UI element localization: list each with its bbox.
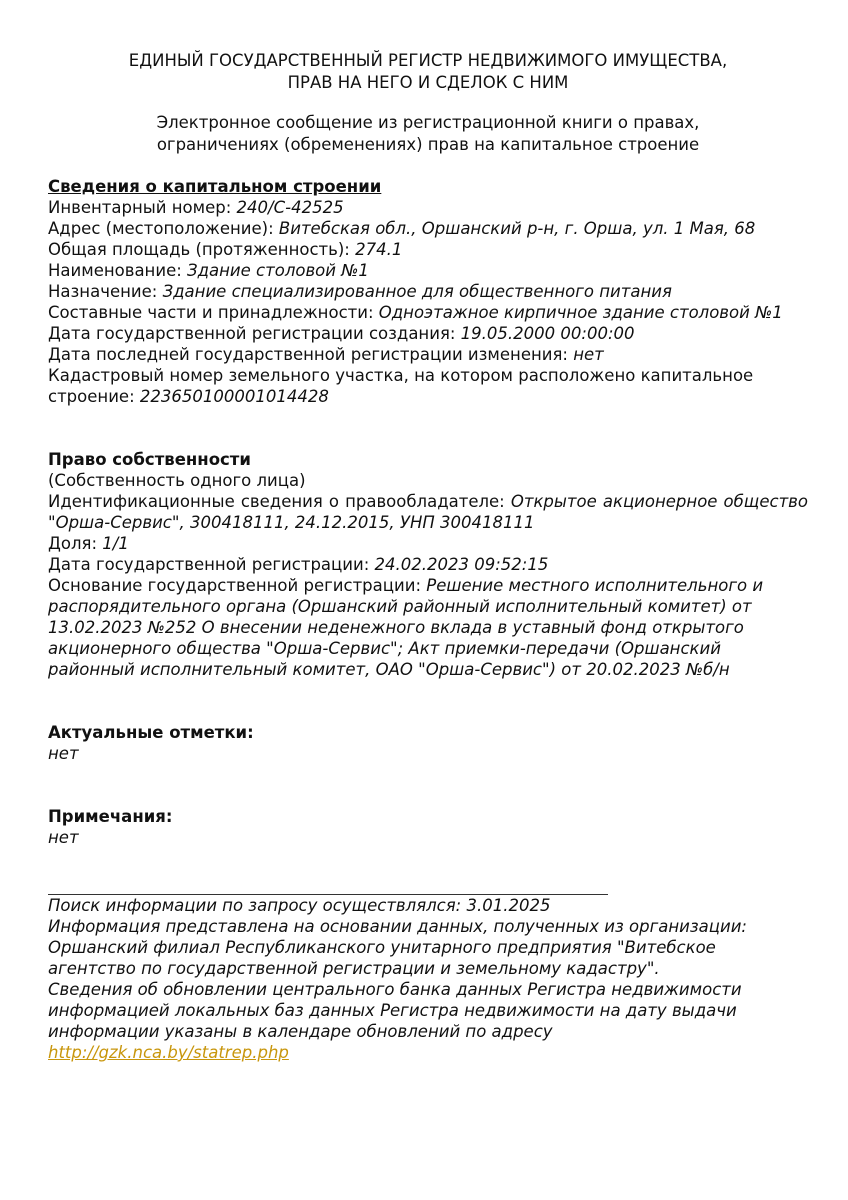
address-value: Витебская обл., Оршанский р-н, г. Орша, ул. 1 Мая, 68 [278, 219, 756, 238]
share-value: 1/1 [102, 534, 129, 553]
parts-row [48, 302, 808, 323]
cadastral-label: Кадастровый номер земельного участка, на котором расположено капитальное строение: [48, 366, 754, 406]
purpose-row [48, 281, 808, 302]
building-heading: Сведения о капитальном строении [48, 177, 382, 196]
changed-label: Дата последней государственной регистрации изменения: [48, 345, 574, 364]
holder-value: Открытое акционерное общество "Орша-Сервис", 300418111, 24.12.2015, УНП 300418111 [48, 492, 809, 532]
document-page [48, 50, 808, 1063]
purpose-value: Здание специализированное для общественного питания [162, 282, 672, 301]
inventory-number-row [48, 197, 808, 218]
share-row [48, 533, 808, 554]
area-label: Общая площадь (протяженность): [48, 240, 356, 259]
parts-label: Составные части и принадлежности: [48, 303, 379, 322]
marks-heading: Актуальные отметки: [48, 723, 254, 742]
inventory-label: Инвентарный номер: [48, 198, 237, 217]
cadastral-row [48, 365, 808, 407]
marks-value: нет [48, 744, 79, 763]
name-row [48, 260, 808, 281]
basis-row [48, 575, 808, 680]
ownership-heading: Право собственности [48, 450, 251, 469]
title-line-1: ЕДИНЫЙ ГОСУДАРСТВЕННЫЙ РЕГИСТР НЕДВИЖИМОГО ИМУЩЕСТВА, [128, 51, 728, 70]
building-section [48, 176, 808, 407]
ownership-section [48, 449, 808, 680]
created-label: Дата государственной регистрации создания: [48, 324, 461, 343]
cadastral-value: 223650100001014428 [139, 387, 329, 406]
notes-heading: Примечания: [48, 807, 173, 826]
created-value: 19.05.2000 00:00:00 [460, 324, 635, 343]
title-line-2: ПРАВ НА НЕГО И СДЕЛОК С НИМ [287, 73, 569, 92]
area-value: 274.1 [355, 240, 403, 259]
document-subtitle [48, 112, 808, 156]
search-date: Поиск информации по запросу осуществлялся: 3.01.2025 [48, 896, 551, 915]
holder-row [48, 491, 808, 533]
name-label: Наименование: [48, 261, 188, 280]
purpose-label: Назначение: [48, 282, 163, 301]
ownership-type: (Собственность одного лица) [48, 471, 306, 490]
document-title [48, 50, 808, 94]
address-label: Адрес (местоположение): [48, 219, 279, 238]
reg-date-row [48, 554, 808, 575]
marks-section [48, 722, 808, 764]
holder-label: Идентификационные сведения о правообладателе: [48, 492, 511, 511]
basis-value: Решение местного исполнительного и распорядительного органа (Оршанский районный исполнительный комитет) от 13.02.2023 №252 О внесении неденежного вклада в уставный фонд открытого акционерного общества "Орша-Сервис"; Акт приемки-передачи (Оршанский районный исполнительный комитет, ОАО "Орша-Сервис") от 20.02.2023 №б/н [48, 576, 764, 679]
changed-date-row [48, 344, 808, 365]
notes-section [48, 806, 808, 848]
created-date-row [48, 323, 808, 344]
subtitle-line-2: ограничениях (обременениях) прав на капитальное строение [156, 135, 700, 154]
statrep-link[interactable]: http://gzk.nca.by/statrep.php [48, 1043, 289, 1062]
area-row [48, 239, 808, 260]
share-label: Доля: [48, 534, 103, 553]
footer [48, 895, 808, 1063]
changed-value: нет [573, 345, 604, 364]
basis-label: Основание государственной регистрации: [48, 576, 427, 595]
name-value: Здание столовой №1 [187, 261, 369, 280]
reg-date-label: Дата государственной регистрации: [48, 555, 375, 574]
parts-value: Одноэтажное кирпичное здание столовой №1 [378, 303, 783, 322]
reg-date-value: 24.02.2023 09:52:15 [374, 555, 549, 574]
source-info: Информация представлена на основании данных, полученных из организации: Оршанский филиал Республиканского унитарного предприятия "Витебское агентство по государственной регистрации и земельному кадастру". [48, 917, 747, 978]
address-row [48, 218, 808, 239]
notes-value: нет [48, 828, 79, 847]
inventory-value: 240/С-42525 [236, 198, 344, 217]
subtitle-line-1: Электронное сообщение из регистрационной книги о правах, [156, 113, 700, 132]
updates-info: Сведения об обновлении центрального банка данных Регистра недвижимости информацией локальных баз данных Регистра недвижимости на дату выдачи информации указаны в календаре обновлений по адресу [48, 980, 742, 1041]
